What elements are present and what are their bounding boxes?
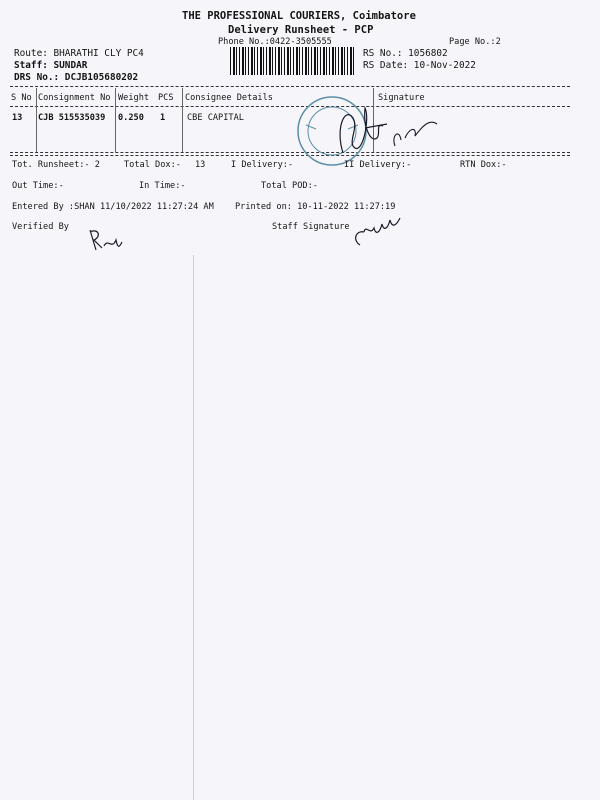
route: Route: BHARATHI CLY PC4 <box>14 48 144 59</box>
header-bottom-rule <box>10 106 570 107</box>
verifier-signature <box>86 226 126 256</box>
cell-consignee: CBE CAPITAL <box>187 113 244 123</box>
total-dox-value: 13 <box>195 160 206 170</box>
receiver-signature <box>325 98 445 168</box>
cell-consignment-no: CJB 515535039 <box>38 113 106 123</box>
column-separator <box>115 88 116 152</box>
table-bottom-rule-2 <box>10 155 570 156</box>
header-signature: Signature <box>378 93 425 103</box>
total-dox-label: Total Dox:- <box>124 160 181 170</box>
column-separator <box>36 88 37 152</box>
barcode <box>230 47 356 75</box>
printed-on: Printed on: 10-11-2022 11:27:19 <box>235 202 396 212</box>
table-top-rule <box>10 86 570 87</box>
header-consignment-no: Consignment No <box>38 93 111 103</box>
column-separator <box>182 88 183 152</box>
page-number: Page No.:2 <box>449 37 501 47</box>
entered-by: Entered By :SHAN 11/10/2022 11:27:24 AM <box>12 202 214 212</box>
total-runsheet: Tot. Runsheet:- 2 <box>12 160 100 170</box>
cell-pcs: 1 <box>160 113 166 123</box>
in-time: In Time:- <box>139 181 186 191</box>
staff-signature-label: Staff Signature <box>272 222 350 232</box>
i-delivery: I Delivery:- <box>231 160 294 170</box>
verified-by: Verified By <box>12 222 69 232</box>
table-bottom-rule <box>10 152 570 153</box>
ii-delivery: II Delivery:- <box>344 160 412 170</box>
staff-signature <box>350 210 410 255</box>
company-name: THE PROFESSIONAL COURIERS, Coimbatore <box>182 10 416 22</box>
phone-number: Phone No.:0422-3505555 <box>218 37 332 47</box>
header-s-no: S No <box>11 93 32 103</box>
drs-number: DRS No.: DCJB105680202 <box>14 72 139 83</box>
header-pcs: PCS <box>158 93 174 103</box>
rs-date: RS Date: 10-Nov-2022 <box>363 60 476 71</box>
document-title: Delivery Runsheet - PCP <box>228 24 374 36</box>
cell-s-no: 13 <box>12 113 23 123</box>
scan-artifact-line <box>193 255 194 800</box>
rs-number: RS No.: 1056802 <box>363 48 448 59</box>
out-time: Out Time:- <box>12 181 64 191</box>
cell-weight: 0.250 <box>118 113 144 123</box>
header-consignee-details: Consignee Details <box>185 93 273 103</box>
header-weight: Weight <box>118 93 150 103</box>
rtn-dox: RTN Dox:- <box>460 160 507 170</box>
total-pod: Total POD:- <box>261 181 318 191</box>
staff: Staff: SUNDAR <box>14 60 88 71</box>
